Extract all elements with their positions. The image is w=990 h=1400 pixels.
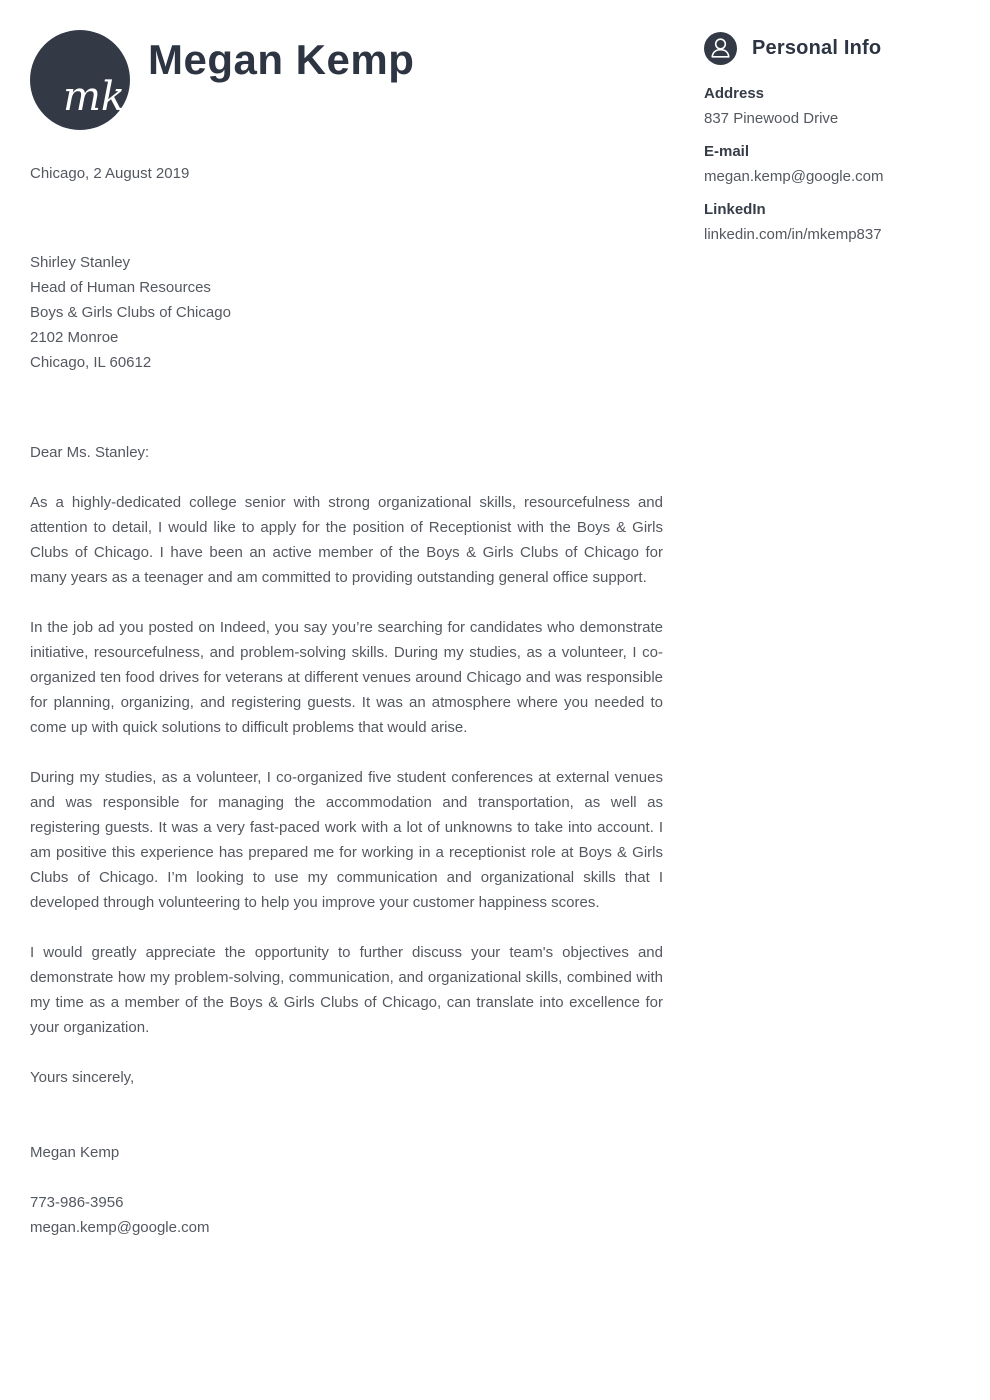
- recipient-line: Chicago, IL 60612: [30, 354, 152, 371]
- personal-info-item: [704, 140, 964, 189]
- info-value: linkedin.com/in/mkemp837: [704, 226, 882, 243]
- letter-body: [30, 161, 663, 1240]
- letter-paragraphs: [30, 490, 663, 1040]
- page-title: Megan Kemp: [148, 36, 415, 83]
- closing: Yours sincerely,: [30, 1069, 135, 1086]
- personal-info-panel: [704, 32, 964, 256]
- info-value: megan.kemp@google.com: [704, 168, 884, 185]
- personal-info-item: [704, 198, 964, 247]
- avatar-initials: mk: [63, 74, 126, 120]
- info-label: Address: [704, 85, 765, 102]
- signature-phone: 773-986-3956: [30, 1194, 124, 1211]
- recipient-line: Shirley Stanley: [30, 254, 131, 271]
- signature-name: Megan Kemp: [30, 1144, 120, 1161]
- dateline: Chicago, 2 August 2019: [30, 165, 190, 182]
- recipient-line: Head of Human Resources: [30, 279, 211, 296]
- letter-paragraph: As a highly-dedicated college senior with strong organizational skills, resourcefulness and attention to detail, I would like to apply for the position of Receptionist with the Boys & Girls Clubs of Chicago. I have been an active member of the Boys & Girls Clubs of Chicago for many years as a teenager and am committed to providing outstanding general office support.: [30, 494, 663, 586]
- personal-info-list: [704, 82, 964, 247]
- personal-info-header: [704, 32, 964, 65]
- signature-email: megan.kemp@google.com: [30, 1219, 210, 1236]
- letter-paragraph: In the job ad you posted on Indeed, you say you’re searching for candidates who demonstrate initiative, resourcefulness, and problem-solving skills. During my studies, as a volunteer, I co-organized ten food drives for veterans at different venues around Chicago and was responsible for planning, organizing, and registering guests. It was an atmosphere where you needed to come up with quick solutions to difficult problems that would arise.: [30, 619, 663, 736]
- person-icon: [704, 32, 737, 65]
- letter-paragraph: During my studies, as a volunteer, I co-organized five student conferences at external venues and was responsible for managing the accommodation and transportation, as well as registering guests. It was a very fast-paced work with a lot of unknowns to take into account. I am positive this experience has prepared me for working in a receptionist role at Boys & Girls Clubs of Chicago. I’m looking to use my communication and organizational skills that I developed through volunteering to help you improve your customer happiness scores.: [30, 769, 663, 911]
- recipient-line: Boys & Girls Clubs of Chicago: [30, 304, 231, 321]
- avatar: [30, 30, 130, 130]
- personal-info-title: Personal Info: [752, 37, 882, 59]
- info-label: LinkedIn: [704, 201, 766, 218]
- recipient-block: [30, 250, 663, 375]
- info-label: E-mail: [704, 143, 750, 160]
- salutation: Dear Ms. Stanley:: [30, 444, 150, 461]
- recipient-line: 2102 Monroe: [30, 329, 119, 346]
- letter-paragraph: I would greatly appreciate the opportunity to further discuss your team's objectives and demonstrate how my problem-solving, communication, and organizational skills, combined with my time as a member of the Boys & Girls Clubs of Chicago, can translate into excellence for your organization.: [30, 944, 663, 1036]
- info-value: 837 Pinewood Drive: [704, 110, 839, 127]
- personal-info-item: [704, 82, 964, 131]
